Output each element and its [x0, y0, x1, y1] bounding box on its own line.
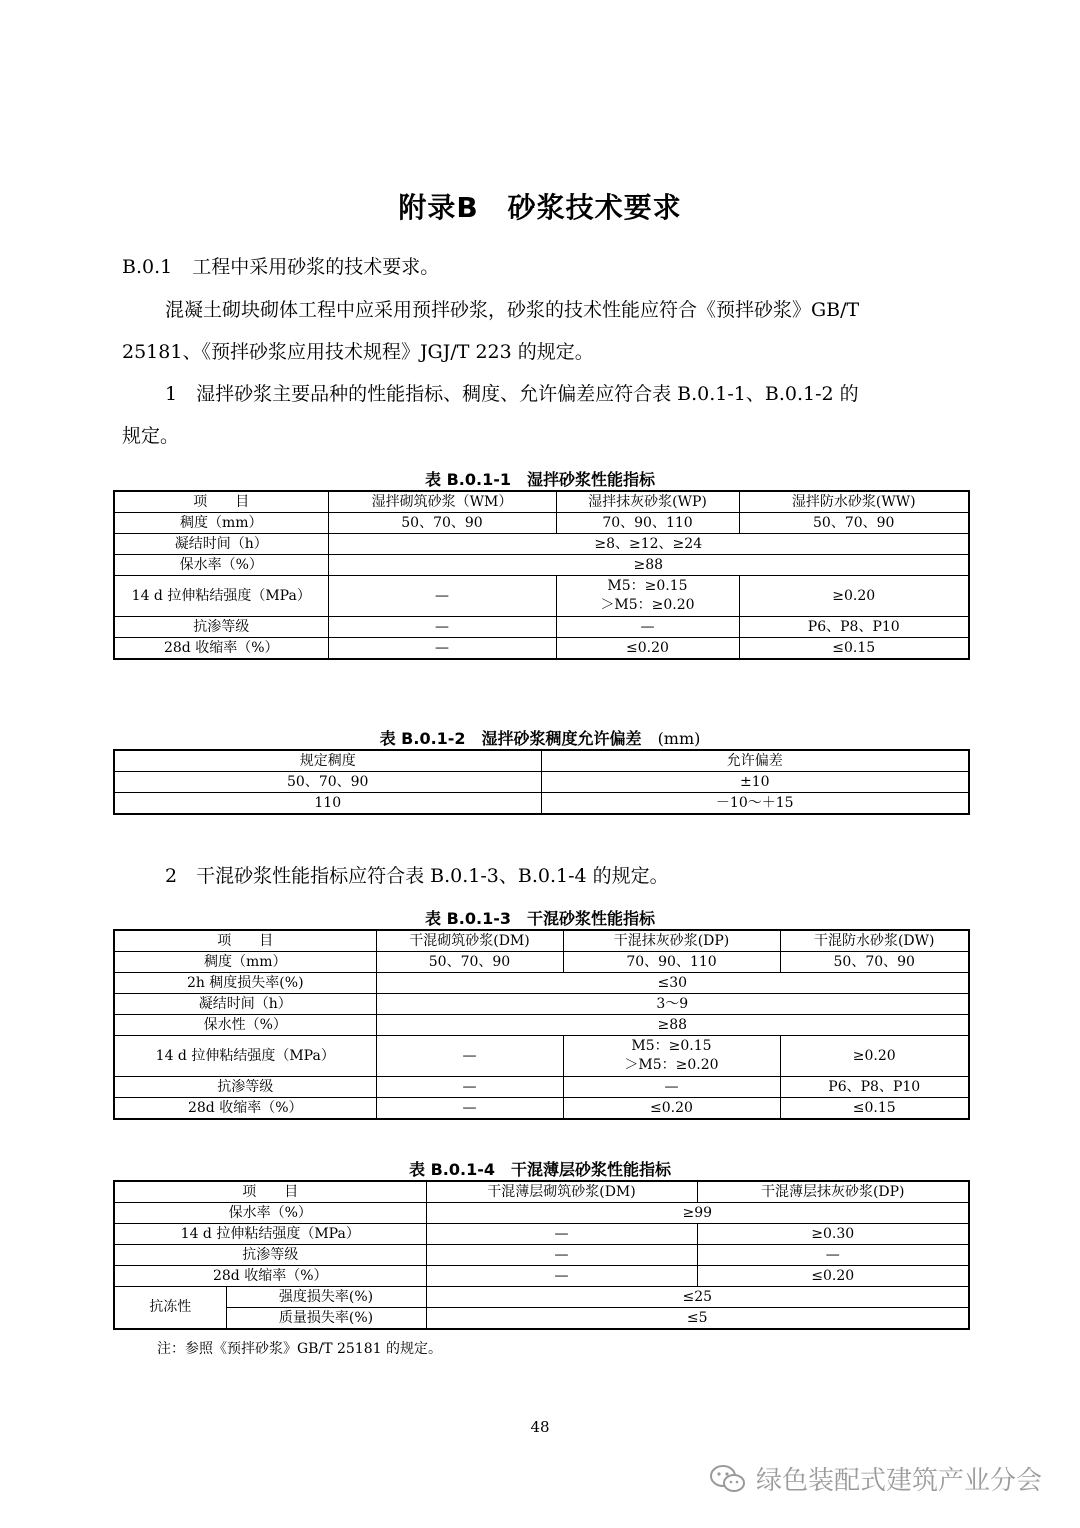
table-row — [114, 793, 969, 815]
row-label: 凝结时间（h） — [114, 534, 328, 555]
table-cell: ≤0.15 — [780, 1098, 969, 1120]
cell-line: M5：≥0.15 — [631, 1038, 712, 1054]
table-cell: ≥0.20 — [739, 576, 969, 617]
table-row — [114, 576, 969, 617]
page-number: 48 — [530, 1418, 550, 1436]
table-thin-layer-mortar-performance — [113, 1180, 970, 1330]
section-text: 工程中采用砂浆的技术要求。 — [192, 256, 440, 278]
table-cell: ≥99 — [426, 1203, 969, 1224]
table-caption: 表 B.0.1-1 湿拌砂浆性能指标 — [425, 470, 655, 489]
row-label: 抗冻性 — [114, 1287, 226, 1330]
table-cell: — — [556, 617, 739, 638]
table-header-row — [114, 491, 969, 513]
table-dry-mortar-performance — [113, 929, 970, 1120]
row-label: 保水率（%） — [114, 555, 328, 576]
table-cell: 110 — [114, 793, 541, 815]
row-label: 28d 收缩率（%） — [114, 1098, 376, 1120]
table-row — [114, 772, 969, 793]
header-cell: 项 目 — [114, 930, 376, 952]
table-cell: 50、70、90 — [780, 952, 969, 973]
watermark — [708, 1460, 1042, 1497]
table-header-row — [114, 930, 969, 952]
table-wet-mortar-performance — [113, 490, 970, 660]
table-cell: — — [426, 1224, 697, 1245]
header-cell: 干混薄层砌筑砂浆(DM) — [426, 1181, 697, 1203]
table-cell: P6、P8、P10 — [780, 1077, 969, 1098]
table-row — [114, 617, 969, 638]
header-cell: 干混砌筑砂浆(DM) — [376, 930, 563, 952]
row-label: 抗渗等级 — [114, 1077, 376, 1098]
table-cell: 70、90、110 — [563, 952, 780, 973]
table-cell: 70、90、110 — [556, 513, 739, 534]
header-cell: 湿拌防水砂浆(WW) — [739, 491, 969, 513]
table-cell: P6、P8、P10 — [739, 617, 969, 638]
row-label: 抗渗等级 — [114, 617, 328, 638]
cell-line: ＞M5：≥0.20 — [624, 1057, 719, 1073]
table-row — [114, 1036, 969, 1077]
row-label: 抗渗等级 — [114, 1245, 426, 1266]
row-label: 稠度（mm） — [114, 513, 328, 534]
table-cell: — — [697, 1245, 969, 1266]
table-cell: ≤0.15 — [739, 638, 969, 660]
table-row — [114, 638, 969, 660]
list-item: 2 干混砂浆性能指标应符合表 B.0.1-3、B.0.1-4 的规定。 — [165, 865, 669, 887]
table-note: 注：参照《预拌砂浆》GB/T 25181 的规定。 — [157, 1341, 442, 1357]
header-cell: 湿拌砌筑砂浆（WM） — [328, 491, 556, 513]
table-row — [114, 1203, 969, 1224]
header-cell: 湿拌抹灰砂浆(WP) — [556, 491, 739, 513]
table-row — [114, 1098, 969, 1120]
header-cell: 干混防水砂浆(DW) — [780, 930, 969, 952]
section-heading — [122, 246, 439, 288]
row-label: 28d 收缩率（%） — [114, 638, 328, 660]
table-cell: －10～＋15 — [541, 793, 969, 815]
table-row — [114, 555, 969, 576]
table-cell: ≥8、≥12、≥24 — [328, 534, 969, 555]
table-caption: 表 B.0.1-3 干混砂浆性能指标 — [425, 909, 655, 928]
table-cell: — — [376, 1098, 563, 1120]
caption-text: 表 B.0.1-2 湿拌砂浆稠度允许偏差 — [379, 729, 642, 748]
table-cell: — — [376, 1077, 563, 1098]
table-row — [114, 1077, 969, 1098]
table-cell: 50、70、90 — [376, 952, 563, 973]
table-cell: ≤5 — [426, 1308, 969, 1330]
table-row — [114, 513, 969, 534]
row-sublabel: 强度损失率(%) — [226, 1287, 426, 1308]
header-cell: 项 目 — [114, 491, 328, 513]
header-cell: 干混薄层抹灰砂浆(DP) — [697, 1181, 969, 1203]
table-cell: ≥0.20 — [780, 1036, 969, 1077]
row-label: 凝结时间（h） — [114, 994, 376, 1015]
table-header-row — [114, 1181, 969, 1203]
row-label: 14 d 拉伸粘结强度（MPa） — [114, 1036, 376, 1077]
paragraph-line: 25181、《预拌砂浆应用技术规程》JGJ/T 223 的规定。 — [122, 341, 594, 363]
table-cell: ≤25 — [426, 1287, 969, 1308]
table-cell: 50、70、90 — [739, 513, 969, 534]
table-row — [114, 994, 969, 1015]
table-cell: ≤0.20 — [556, 638, 739, 660]
row-label: 14 d 拉伸粘结强度（MPa） — [114, 1224, 426, 1245]
table-cell: — — [328, 576, 556, 617]
table-cell: 3～9 — [376, 994, 969, 1015]
section-number: B.0.1 — [122, 256, 173, 278]
table-row — [114, 1245, 969, 1266]
table-cell: — — [328, 617, 556, 638]
header-cell: 规定稠度 — [114, 750, 541, 772]
table-row — [114, 534, 969, 555]
table-cell: ≤0.20 — [697, 1266, 969, 1287]
table-cell: ≥0.30 — [697, 1224, 969, 1245]
table-cell: 50、70、90 — [114, 772, 541, 793]
page-title: 附录B 砂浆技术要求 — [398, 191, 682, 224]
table-row — [114, 952, 969, 973]
table-row — [114, 1224, 969, 1245]
table-wet-mortar-consistency — [113, 749, 970, 815]
table-cell: — — [426, 1245, 697, 1266]
table-cell: 50、70、90 — [328, 513, 556, 534]
list-item: 1 湿拌砂浆主要品种的性能指标、稠度、允许偏差应符合表 B.0.1-1、B.0.1-2 的 — [165, 383, 859, 405]
table-cell: — — [376, 1036, 563, 1077]
table-cell: — — [328, 638, 556, 660]
table-cell: ≤0.20 — [563, 1098, 780, 1120]
table-cell: — — [426, 1266, 697, 1287]
table-cell: ≥88 — [376, 1015, 969, 1036]
caption-unit: (mm) — [657, 729, 701, 748]
row-label: 14 d 拉伸粘结强度（MPa） — [114, 576, 328, 617]
table-caption — [0, 726, 1080, 749]
cell-line: ＞M5：≥0.20 — [600, 597, 695, 613]
table-row — [114, 1015, 969, 1036]
row-label: 保水率（%） — [114, 1203, 426, 1224]
table-cell: ≥88 — [328, 555, 969, 576]
row-sublabel: 质量损失率(%) — [226, 1308, 426, 1330]
table-row — [114, 1287, 969, 1308]
table-cell — [563, 1036, 780, 1077]
table-cell: ±10 — [541, 772, 969, 793]
row-label: 保水性（%） — [114, 1015, 376, 1036]
cell-line: M5：≥0.15 — [607, 578, 688, 594]
watermark-text: 绿色装配式建筑产业分会 — [756, 1466, 1043, 1496]
row-label: 2h 稠度损失率(%) — [114, 973, 376, 994]
table-row — [114, 973, 969, 994]
table-cell — [556, 576, 739, 617]
paragraph-line: 混凝土砌块砌体工程中应采用预拌砂浆，砂浆的技术性能应符合《预拌砂浆》GB/T — [165, 299, 860, 321]
wechat-icon — [708, 1463, 748, 1495]
header-cell: 干混抹灰砂浆(DP) — [563, 930, 780, 952]
list-item: 规定。 — [122, 425, 180, 447]
table-caption: 表 B.0.1-4 干混薄层砂浆性能指标 — [409, 1160, 671, 1179]
row-label: 稠度（mm） — [114, 952, 376, 973]
table-cell: ≤30 — [376, 973, 969, 994]
header-cell: 允许偏差 — [541, 750, 969, 772]
table-cell: — — [563, 1077, 780, 1098]
table-row — [114, 1266, 969, 1287]
table-row — [114, 1308, 969, 1330]
row-label: 28d 收缩率（%） — [114, 1266, 426, 1287]
header-cell: 项 目 — [114, 1181, 426, 1203]
table-header-row — [114, 750, 969, 772]
